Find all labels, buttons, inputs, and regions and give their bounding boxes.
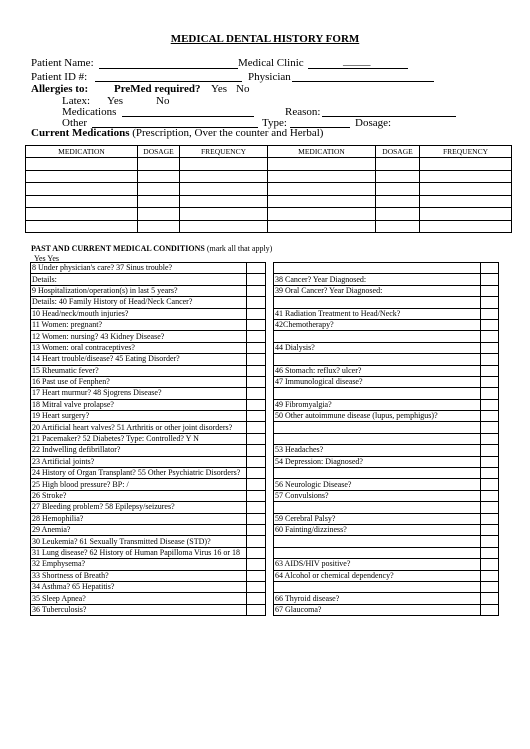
condition-label: 50 Other autoimmune disease (lupus, pemphigus)? — [274, 411, 481, 422]
medical-clinic-field[interactable] — [308, 68, 408, 69]
condition-checkbox[interactable] — [247, 354, 266, 365]
medication-cell[interactable] — [26, 170, 138, 183]
condition-row — [31, 581, 266, 592]
medication-table-header — [26, 146, 512, 158]
condition-row — [274, 524, 499, 535]
condition-row — [274, 354, 499, 365]
medication-cell[interactable] — [376, 220, 420, 233]
condition-row — [274, 411, 499, 422]
condition-checkbox[interactable] — [481, 274, 499, 285]
condition-label: 24 History of Organ Transplant? 55 Other Psychiatric Disorders? — [31, 468, 247, 479]
conditions-right-table — [273, 262, 499, 616]
condition-checkbox[interactable] — [481, 365, 499, 376]
condition-label: 32 Emphysema? — [31, 559, 247, 570]
condition-row — [274, 365, 499, 376]
other-label: Other — [62, 117, 88, 129]
condition-checkbox[interactable] — [481, 547, 499, 558]
condition-checkbox[interactable] — [247, 490, 266, 501]
allergies-label: Allergies to: — [31, 83, 89, 95]
condition-row — [31, 513, 266, 524]
patient-id-label: Patient ID #: — [31, 71, 88, 83]
medication-cell[interactable] — [420, 183, 512, 196]
condition-checkbox[interactable] — [481, 581, 499, 592]
medication-cell[interactable] — [180, 170, 268, 183]
condition-label: 8 Under physician's care? 37 Sinus trouble? — [31, 263, 247, 274]
condition-checkbox[interactable] — [481, 297, 499, 308]
condition-row — [274, 342, 499, 353]
condition-checkbox[interactable] — [481, 502, 499, 513]
medication-cell[interactable] — [376, 170, 420, 183]
col-medication-1: MEDICATION — [26, 146, 138, 158]
condition-checkbox[interactable] — [481, 376, 499, 387]
condition-row — [31, 490, 266, 501]
current-medications-heading — [31, 127, 323, 139]
condition-row — [31, 285, 266, 296]
premed-yes[interactable]: Yes — [211, 83, 228, 95]
condition-row — [274, 263, 499, 274]
form-title: MEDICAL DENTAL HISTORY FORM — [170, 33, 360, 45]
condition-row — [31, 547, 266, 558]
condition-row — [274, 490, 499, 501]
condition-label: 56 Neurologic Disease? — [274, 479, 481, 490]
condition-checkbox[interactable] — [247, 536, 266, 547]
condition-label — [274, 297, 481, 308]
conditions-left-table — [30, 262, 266, 616]
condition-label: 67 Glaucoma? — [274, 604, 481, 615]
condition-checkbox[interactable] — [247, 411, 266, 422]
condition-label: 39 Oral Cancer? Year Diagnosed: — [274, 285, 481, 296]
condition-label — [274, 433, 481, 444]
conditions-heading-note: (mark all that apply) — [206, 244, 273, 253]
condition-label: 36 Tuberculosis? — [31, 604, 247, 615]
medication-row — [26, 220, 512, 233]
medication-cell[interactable] — [268, 208, 376, 221]
condition-label: 31 Lung disease? 62 History of Human Papilloma Virus 16 or 18 — [31, 547, 247, 558]
medication-row — [26, 195, 512, 208]
condition-label: 23 Artificial joints? — [31, 456, 247, 467]
condition-label: 54 Depression: Diagnosed? — [274, 456, 481, 467]
condition-row — [31, 524, 266, 535]
condition-row — [31, 445, 266, 456]
medication-row — [26, 183, 512, 196]
patient-name-label: Patient Name: — [31, 57, 94, 69]
condition-checkbox[interactable] — [481, 479, 499, 490]
condition-row — [274, 456, 499, 467]
premed-label: PreMed required? — [114, 83, 201, 95]
condition-checkbox[interactable] — [481, 411, 499, 422]
patient-name-field[interactable] — [99, 68, 238, 69]
condition-checkbox[interactable] — [247, 468, 266, 479]
condition-row — [274, 319, 499, 330]
condition-label: 35 Sleep Apnea? — [31, 593, 247, 604]
condition-label: 33 Shortness of Breath? — [31, 570, 247, 581]
medication-cell[interactable] — [420, 170, 512, 183]
condition-checkbox[interactable] — [247, 570, 266, 581]
condition-label: 60 Fainting/dizziness? — [274, 524, 481, 535]
condition-label: 38 Cancer? Year Diagnosed: — [274, 274, 481, 285]
condition-checkbox[interactable] — [247, 297, 266, 308]
latex-yes[interactable]: Yes — [107, 95, 124, 107]
condition-checkbox[interactable] — [247, 559, 266, 570]
medication-cell[interactable] — [376, 158, 420, 171]
medical-clinic-label: Medical Clinic — [238, 57, 304, 69]
condition-label — [274, 581, 481, 592]
col-dosage-1: DOSAGE — [138, 146, 180, 158]
condition-label — [274, 263, 481, 274]
condition-label — [274, 536, 481, 547]
condition-checkbox[interactable] — [481, 308, 499, 319]
medication-cell[interactable] — [180, 158, 268, 171]
condition-row — [274, 433, 499, 444]
condition-row — [31, 456, 266, 467]
condition-label — [274, 468, 481, 479]
condition-checkbox[interactable] — [481, 559, 499, 570]
condition-checkbox[interactable] — [247, 422, 266, 433]
condition-label — [274, 331, 481, 342]
condition-label: Details: — [31, 274, 247, 285]
reason-label: Reason: — [285, 106, 321, 118]
condition-label: 47 Immunological disease? — [274, 376, 481, 387]
medications-label: Medications — [62, 106, 117, 118]
condition-label: 34 Asthma? 65 Hepatitis? — [31, 581, 247, 592]
condition-label — [274, 354, 481, 365]
condition-label: 19 Heart surgery? — [31, 411, 247, 422]
condition-row — [274, 308, 499, 319]
condition-row — [31, 422, 266, 433]
col-dosage-2: DOSAGE — [376, 146, 420, 158]
condition-row — [31, 479, 266, 490]
condition-checkbox[interactable] — [481, 570, 499, 581]
medication-cell[interactable] — [268, 170, 376, 183]
condition-checkbox[interactable] — [247, 331, 266, 342]
condition-checkbox[interactable] — [247, 365, 266, 376]
condition-row — [274, 593, 499, 604]
medication-cell[interactable] — [26, 195, 138, 208]
medication-cell[interactable] — [268, 158, 376, 171]
condition-checkbox[interactable] — [247, 308, 266, 319]
condition-checkbox[interactable] — [481, 263, 499, 274]
condition-row — [274, 285, 499, 296]
condition-row — [31, 388, 266, 399]
condition-row — [274, 445, 499, 456]
condition-checkbox[interactable] — [481, 456, 499, 467]
condition-checkbox[interactable] — [247, 604, 266, 615]
medication-cell[interactable] — [26, 220, 138, 233]
medication-row — [26, 170, 512, 183]
condition-row — [274, 297, 499, 308]
condition-label: 41 Radiation Treatment to Head/Neck? — [274, 308, 481, 319]
condition-label: 17 Heart murmur? 48 Sjogrens Disease? — [31, 388, 247, 399]
condition-checkbox[interactable] — [247, 445, 266, 456]
condition-row — [31, 502, 266, 513]
medication-cell[interactable] — [180, 208, 268, 221]
condition-checkbox[interactable] — [247, 342, 266, 353]
condition-label: 25 High blood pressure? BP: / — [31, 479, 247, 490]
condition-row — [274, 604, 499, 615]
medications-field[interactable] — [122, 116, 254, 117]
condition-row — [274, 502, 499, 513]
condition-row — [274, 536, 499, 547]
condition-row — [31, 297, 266, 308]
condition-checkbox[interactable] — [247, 502, 266, 513]
condition-label: 14 Heart trouble/disease? 45 Eating Disorder? — [31, 354, 247, 365]
condition-row — [31, 365, 266, 376]
medication-cell[interactable] — [26, 183, 138, 196]
col-frequency-2: FREQUENCY — [420, 146, 512, 158]
condition-row — [31, 319, 266, 330]
condition-checkbox[interactable] — [247, 376, 266, 387]
condition-label: 18 Mitral valve prolapse? — [31, 399, 247, 410]
medication-cell[interactable] — [268, 220, 376, 233]
condition-checkbox[interactable] — [481, 285, 499, 296]
condition-row — [274, 422, 499, 433]
condition-label: 29 Anemia? — [31, 524, 247, 535]
condition-checkbox[interactable] — [247, 456, 266, 467]
condition-row — [31, 376, 266, 387]
condition-checkbox[interactable] — [247, 513, 266, 524]
condition-checkbox[interactable] — [481, 513, 499, 524]
type-label: Type: — [262, 117, 287, 129]
condition-label: 59 Cerebral Palsy? — [274, 513, 481, 524]
condition-label: 20 Artificial heart valves? 51 Arthritis or other joint disorders? — [31, 422, 247, 433]
condition-label: 10 Head/neck/mouth injuries? — [31, 308, 247, 319]
condition-label: 22 Indwelling defibrillator? — [31, 445, 247, 456]
medication-table — [25, 145, 512, 233]
condition-checkbox[interactable] — [247, 388, 266, 399]
col-medication-2: MEDICATION — [268, 146, 376, 158]
condition-row — [31, 274, 266, 285]
condition-label: Details: 40 Family History of Head/Neck Cancer? — [31, 297, 247, 308]
conditions-heading — [31, 244, 272, 253]
condition-checkbox[interactable] — [247, 319, 266, 330]
physician-label: Physician — [248, 71, 291, 83]
condition-checkbox[interactable] — [481, 354, 499, 365]
medication-cell[interactable] — [420, 220, 512, 233]
condition-label: 26 Stroke? — [31, 490, 247, 501]
current-medications-label: Current Medications — [31, 127, 130, 139]
medication-cell[interactable] — [420, 208, 512, 221]
condition-label: 63 AIDS/HIV positive? — [274, 559, 481, 570]
condition-label: 49 Fibromyalgia? — [274, 399, 481, 410]
medication-row — [26, 208, 512, 221]
condition-checkbox[interactable] — [481, 536, 499, 547]
condition-label: 13 Women: oral contraceptives? — [31, 342, 247, 353]
condition-checkbox[interactable] — [247, 433, 266, 444]
condition-row — [274, 376, 499, 387]
medication-cell[interactable] — [376, 195, 420, 208]
condition-label: 53 Headaches? — [274, 445, 481, 456]
condition-row — [274, 468, 499, 479]
condition-checkbox[interactable] — [247, 581, 266, 592]
condition-checkbox[interactable] — [247, 263, 266, 274]
condition-row — [31, 570, 266, 581]
condition-checkbox[interactable] — [247, 524, 266, 535]
condition-row — [274, 570, 499, 581]
condition-checkbox[interactable] — [481, 490, 499, 501]
medication-cell[interactable] — [138, 220, 180, 233]
condition-row — [31, 559, 266, 570]
condition-checkbox[interactable] — [481, 524, 499, 535]
premed-no[interactable]: No — [236, 83, 250, 95]
condition-row — [31, 308, 266, 319]
condition-row — [274, 581, 499, 592]
condition-checkbox[interactable] — [481, 604, 499, 615]
condition-row — [274, 479, 499, 490]
patient-id-field[interactable] — [95, 81, 242, 82]
medication-cell[interactable] — [180, 195, 268, 208]
condition-label: 57 Convulsions? — [274, 490, 481, 501]
condition-checkbox[interactable] — [481, 399, 499, 410]
condition-label: 16 Past use of Fenphen? — [31, 376, 247, 387]
condition-checkbox[interactable] — [481, 388, 499, 399]
condition-checkbox[interactable] — [481, 593, 499, 604]
condition-checkbox[interactable] — [247, 285, 266, 296]
condition-checkbox[interactable] — [481, 342, 499, 353]
yes-yes-label: Yes Yes — [34, 254, 59, 263]
medication-cell[interactable] — [138, 195, 180, 208]
condition-checkbox[interactable] — [481, 433, 499, 444]
condition-label: 44 Dialysis? — [274, 342, 481, 353]
condition-row — [31, 593, 266, 604]
condition-label — [274, 502, 481, 513]
medication-cell[interactable] — [138, 183, 180, 196]
medication-cell[interactable] — [138, 208, 180, 221]
medication-cell[interactable] — [180, 183, 268, 196]
condition-label: 27 Bleeding problem? 58 Epilepsy/seizures? — [31, 502, 247, 513]
condition-label — [274, 422, 481, 433]
condition-label: 42Chemotherapy? — [274, 319, 481, 330]
condition-row — [31, 342, 266, 353]
condition-label: 15 Rheumatic fever? — [31, 365, 247, 376]
condition-row — [274, 388, 499, 399]
medication-cell[interactable] — [26, 158, 138, 171]
condition-label — [274, 388, 481, 399]
col-frequency-1: FREQUENCY — [180, 146, 268, 158]
condition-label: 9 Hospitalization/operation(s) in last 5 years? — [31, 285, 247, 296]
condition-checkbox[interactable] — [247, 399, 266, 410]
condition-label: 12 Women: nursing? 43 Kidney Disease? — [31, 331, 247, 342]
current-medications-note: (Prescription, Over the counter and Herbal) — [132, 127, 324, 139]
medication-cell[interactable] — [268, 183, 376, 196]
condition-checkbox[interactable] — [481, 422, 499, 433]
medication-cell[interactable] — [180, 220, 268, 233]
condition-row — [31, 536, 266, 547]
condition-label: 64 Alcohol or chemical dependency? — [274, 570, 481, 581]
condition-checkbox[interactable] — [247, 479, 266, 490]
physician-field[interactable] — [292, 81, 434, 82]
medication-row — [26, 158, 512, 171]
medication-cell[interactable] — [420, 158, 512, 171]
condition-row — [31, 331, 266, 342]
condition-checkbox[interactable] — [481, 445, 499, 456]
conditions-heading-label: PAST AND CURRENT MEDICAL CONDITIONS — [31, 244, 205, 253]
condition-label: 66 Thyroid disease? — [274, 593, 481, 604]
condition-row — [31, 468, 266, 479]
latex-label: Latex: — [62, 95, 91, 107]
medication-cell[interactable] — [420, 195, 512, 208]
condition-checkbox[interactable] — [481, 331, 499, 342]
condition-row — [31, 604, 266, 615]
condition-row — [31, 354, 266, 365]
condition-label: 30 Leukemia? 61 Sexually Transmitted Disease (STD)? — [31, 536, 247, 547]
condition-row — [31, 399, 266, 410]
medication-cell[interactable] — [268, 195, 376, 208]
medication-cell[interactable] — [138, 158, 180, 171]
condition-checkbox[interactable] — [481, 319, 499, 330]
condition-checkbox[interactable] — [247, 593, 266, 604]
condition-label: 21 Pacemaker? 52 Diabetes? Type: Controlled? Y N — [31, 433, 247, 444]
condition-row — [274, 559, 499, 570]
condition-checkbox[interactable] — [247, 274, 266, 285]
condition-row — [31, 411, 266, 422]
condition-row — [274, 399, 499, 410]
condition-checkbox[interactable] — [481, 468, 499, 479]
condition-row — [274, 331, 499, 342]
medication-cell[interactable] — [376, 183, 420, 196]
condition-label: 28 Hemophilia? — [31, 513, 247, 524]
medical-clinic-dash: _____ — [343, 55, 371, 67]
medication-cell[interactable] — [376, 208, 420, 221]
condition-row — [274, 513, 499, 524]
medication-cell[interactable] — [26, 208, 138, 221]
condition-row — [274, 547, 499, 558]
condition-row — [31, 433, 266, 444]
condition-row — [31, 263, 266, 274]
medication-cell[interactable] — [138, 170, 180, 183]
condition-label: 11 Women: pregnant? — [31, 319, 247, 330]
condition-label — [274, 547, 481, 558]
condition-row — [274, 274, 499, 285]
latex-no[interactable]: No — [156, 95, 170, 107]
condition-label: 46 Stomach: reflux? ulcer? — [274, 365, 481, 376]
condition-checkbox[interactable] — [247, 547, 266, 558]
dosage-label: Dosage: — [355, 117, 392, 129]
